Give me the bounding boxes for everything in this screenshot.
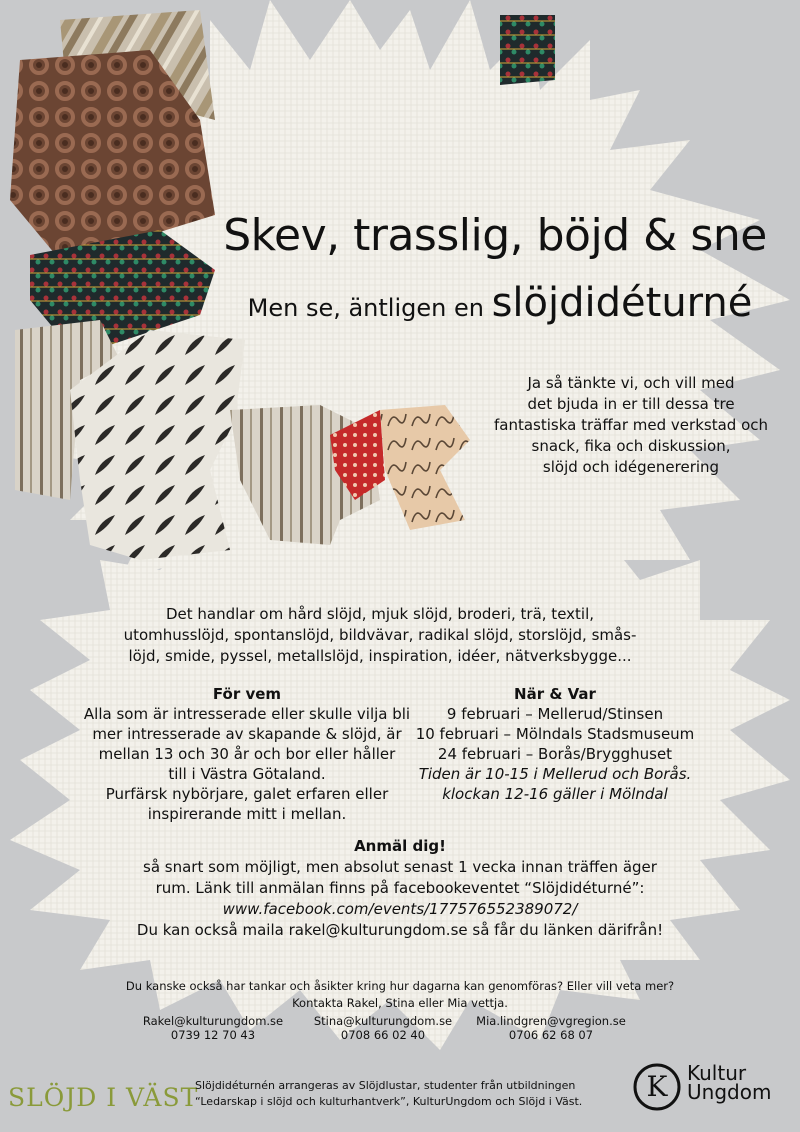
- contact-mia: [456, 1014, 646, 1042]
- kulturungdom-wordmark: [687, 1061, 772, 1104]
- contact-email[interactable]: Stina@kulturungdom.se: [313, 1014, 453, 1028]
- for-vem-heading: För vem: [212, 685, 282, 703]
- nar-var-heading: När & Var: [514, 685, 596, 703]
- contact-invite: Kontakta Rakel, Stina eller Mia vettja.: [292, 996, 508, 1010]
- intro-line: Ja så tänkte vi, och vill med: [527, 374, 735, 392]
- contact-phone: 0708 66 02 40: [340, 1028, 426, 1042]
- contact-question: Du kanske också har tankar och åsikter kring hur dagarna kan genomföras? Eller vill veta mer?: [125, 979, 675, 993]
- footer-line: “Ledarskap i slöjd och kulturhantverk”, KulturUngdom och Slöjd i Väst.: [195, 1095, 583, 1108]
- facebook-event-link[interactable]: www.facebook.com/events/177576552389072/: [222, 900, 578, 918]
- poster-title: Skev, trasslig, böjd & sne: [223, 210, 767, 261]
- intro-text: [486, 373, 776, 478]
- event-date: 24 februari – Borås/Brygghuset: [437, 745, 673, 763]
- kulturungdom-line1: Kultur: [687, 1061, 747, 1085]
- event-date: 10 februari – Mölndals Stadsmuseum: [415, 725, 695, 743]
- for-vem-section: [78, 684, 416, 824]
- kulturungdom-logo: [632, 1062, 792, 1112]
- signup-line: så snart som möjligt, men absolut senast 1 vecka innan träffen äger: [143, 858, 657, 876]
- for-vem-line: Purfärsk nybörjare, galet erfaren eller: [105, 785, 389, 803]
- footer-text: [195, 1078, 595, 1110]
- intro-line: fantastiska träffar med verkstad och: [493, 416, 768, 434]
- subtitle-prefix: Men se, äntligen en: [247, 294, 484, 322]
- signup-line: rum. Länk till anmälan finns på facebookeventet “Slöjdidéturné”:: [155, 879, 645, 897]
- footer-line: Slöjdidéturnén arrangeras av Slöjdlustar, studenter från utbildningen: [195, 1079, 576, 1092]
- signup-email-line: Du kan också maila rakel@kulturungdom.se så får du länken därifrån!: [136, 921, 664, 939]
- for-vem-line: inspirerande mitt i mellan.: [147, 805, 347, 823]
- contact-phone: 0706 62 68 07: [508, 1028, 594, 1042]
- contact-stina: [288, 1014, 478, 1042]
- kulturungdom-circle-icon: [632, 1062, 684, 1112]
- subtitle-highlight: slöjdidéturné: [491, 280, 753, 326]
- contact-phone: 0739 12 70 43: [170, 1028, 256, 1042]
- slojd-i-vast-logo: SLÖJD I VÄST: [8, 1083, 199, 1112]
- topics-text: [110, 604, 650, 667]
- kulturungdom-letter: K: [646, 1070, 668, 1103]
- event-date: 9 februari – Mellerud/Stinsen: [446, 705, 664, 723]
- topics-line: löjd, smide, pyssel, metallslöjd, inspiration, idéer, nätverksbygge...: [128, 647, 632, 665]
- contact-email[interactable]: Mia.lindgren@vgregion.se: [476, 1014, 626, 1028]
- intro-line: det bjuda in er till dessa tre: [527, 395, 735, 413]
- intro-line: slöjd och idégenerering: [542, 458, 720, 476]
- for-vem-line: mer intresserade av skapande & slöjd, är: [92, 725, 402, 743]
- for-vem-line: Alla som är intresserade eller skulle vilja bli: [83, 705, 411, 723]
- corner-embroidery-image: [500, 15, 555, 85]
- contact-email[interactable]: Rakel@kulturungdom.se: [142, 1014, 284, 1028]
- intro-line: snack, fika och diskussion,: [531, 437, 731, 455]
- topics-line: Det handlar om hård slöjd, mjuk slöjd, broderi, trä, textil,: [165, 605, 595, 623]
- event-time-note: Tiden är 10-15 i Mellerud och Borås.: [418, 765, 692, 783]
- for-vem-line: mellan 13 och 30 år och bor eller håller: [98, 745, 396, 763]
- for-vem-line: till i Västra Götaland.: [168, 765, 326, 783]
- signup-heading: Anmäl dig!: [354, 837, 446, 855]
- kulturungdom-line2: Ungdom: [687, 1080, 772, 1104]
- topics-line: utomhusslöjd, spontanslöjd, bildvävar, radikal slöjd, storslöjd, smås-: [123, 626, 637, 644]
- contact-section: [70, 978, 730, 1012]
- nar-var-section: [410, 684, 700, 804]
- contact-rakel: [118, 1014, 308, 1042]
- poster-subtitle: [215, 280, 785, 326]
- event-time-note: klockan 12-16 gäller i Mölndal: [442, 785, 668, 803]
- signup-section: [80, 836, 720, 941]
